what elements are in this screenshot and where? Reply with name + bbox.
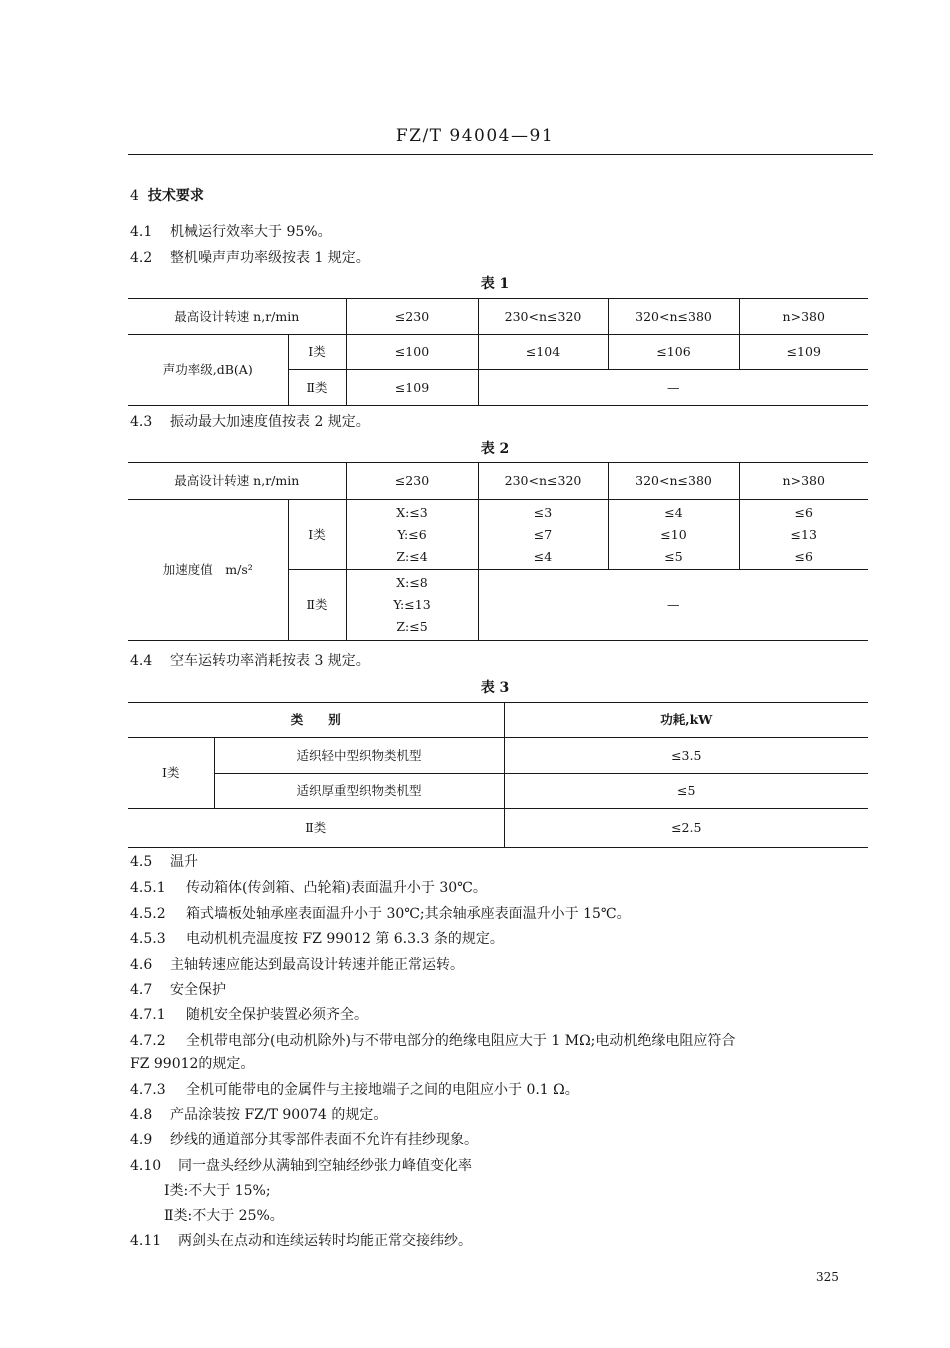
item-4-7-2-continuation: FZ 99012的规定。 bbox=[130, 1056, 255, 1072]
item-text: 产品涂装按 FZ/T 90074 的规定。 bbox=[170, 1107, 388, 1123]
table-header-cell: 类 别 bbox=[128, 703, 504, 738]
table-header-cell: 320<n≤380 bbox=[608, 299, 739, 335]
section-4-heading bbox=[130, 187, 204, 205]
section-title: 技术要求 bbox=[147, 188, 204, 204]
table-cell: — bbox=[478, 370, 868, 406]
item-number: 4.4 bbox=[130, 653, 153, 669]
item-4-10-class-2: Ⅱ类:不大于 25%。 bbox=[164, 1208, 284, 1224]
item-text: 全机带电部分(电动机除外)与不带电部分的绝缘电阻应大于 1 MΩ;电动机绝缘电阻应符合 bbox=[186, 1033, 736, 1049]
table-header-cell: ≤230 bbox=[346, 299, 478, 335]
table-row bbox=[128, 809, 868, 848]
item-4-4 bbox=[130, 652, 370, 670]
table-class-cell: Ⅱ类 bbox=[128, 809, 504, 848]
table-2-caption: 表 2 bbox=[480, 441, 510, 457]
x-value: ≤6 bbox=[794, 504, 813, 520]
item-text: 纱线的通道部分其零部件表面不允许有挂纱现象。 bbox=[170, 1132, 478, 1148]
table-cell: — bbox=[478, 570, 868, 641]
y-value: ≤10 bbox=[660, 526, 687, 542]
table-cell: ≤104 bbox=[478, 335, 608, 370]
item-number: 4.5.1 bbox=[130, 880, 166, 896]
item-number: 4.5.2 bbox=[130, 906, 166, 922]
table-row bbox=[128, 463, 868, 500]
item-number: 4.7.1 bbox=[130, 1007, 166, 1023]
z-value: Z:≤5 bbox=[396, 619, 428, 634]
table-cell: 适织轻中型织物类机型 bbox=[214, 738, 504, 774]
table-cell: ≤5 bbox=[504, 774, 868, 809]
table-header-cell: ≤230 bbox=[346, 463, 478, 500]
table-class-cell: Ⅰ类 bbox=[128, 738, 214, 809]
item-text: 两剑头在点动和连续运转时均能正常交接纬纱。 bbox=[178, 1233, 472, 1249]
table-row bbox=[128, 703, 868, 738]
y-value: Y:≤6 bbox=[397, 526, 427, 542]
table-row bbox=[128, 500, 868, 570]
item-4-7 bbox=[130, 981, 226, 999]
item-text: 同一盘头经纱从满轴到空轴经纱张力峰值变化率 bbox=[178, 1158, 472, 1174]
item-text: 随机安全保护装置必须齐全。 bbox=[186, 1007, 368, 1023]
item-number: 4.7.2 bbox=[130, 1033, 166, 1049]
table-header-cell: 最高设计转速 n,r/min bbox=[128, 299, 346, 335]
table-1 bbox=[128, 298, 868, 406]
table-row bbox=[128, 774, 868, 809]
table-3-caption: 表 3 bbox=[480, 680, 510, 696]
table-cell: 适织厚重型织物类机型 bbox=[214, 774, 504, 809]
y-value: Y:≤13 bbox=[393, 597, 431, 612]
table-row bbox=[128, 738, 868, 774]
table-header-cell: 最高设计转速 n,r/min bbox=[128, 463, 346, 500]
table-cell bbox=[478, 500, 608, 570]
item-number: 4.7 bbox=[130, 982, 153, 998]
table-header-cell: n>380 bbox=[739, 299, 868, 335]
item-4-6 bbox=[130, 956, 464, 974]
x-value: X:≤8 bbox=[396, 575, 428, 590]
item-4-5-1 bbox=[130, 879, 487, 897]
standard-code-header: FZ/T 94004—91 bbox=[395, 126, 555, 146]
z-value: ≤6 bbox=[794, 548, 813, 564]
item-number: 4.10 bbox=[130, 1158, 162, 1174]
item-text: 电动机机壳温度按 FZ 99012 第 6.3.3 条的规定。 bbox=[186, 931, 504, 947]
table-header-cell: 功耗,kW bbox=[504, 703, 868, 738]
table-row bbox=[128, 335, 868, 370]
item-4-7-2 bbox=[130, 1032, 735, 1050]
item-4-5 bbox=[130, 853, 198, 871]
item-4-5-3 bbox=[130, 930, 504, 948]
item-number: 4.5.3 bbox=[130, 931, 166, 947]
item-number: 4.9 bbox=[130, 1132, 153, 1148]
table-header-cell: 320<n≤380 bbox=[608, 463, 739, 500]
table-class-cell: Ⅰ类 bbox=[288, 500, 346, 570]
item-4-5-2 bbox=[130, 905, 631, 923]
table-cell bbox=[608, 500, 739, 570]
table-cell: ≤2.5 bbox=[504, 809, 868, 848]
table-class-cell: Ⅰ类 bbox=[288, 335, 346, 370]
table-cell: ≤109 bbox=[739, 335, 868, 370]
table-header-cell: n>380 bbox=[739, 463, 868, 500]
item-text: 振动最大加速度值按表 2 规定。 bbox=[170, 414, 370, 430]
item-text: 温升 bbox=[170, 854, 198, 870]
item-text: 安全保护 bbox=[170, 982, 226, 998]
table-class-cell: Ⅱ类 bbox=[288, 370, 346, 406]
y-value: ≤7 bbox=[533, 526, 553, 542]
table-row bbox=[128, 299, 868, 335]
table-cell bbox=[739, 500, 868, 570]
table-class-cell: Ⅱ类 bbox=[288, 570, 346, 641]
item-4-3 bbox=[130, 413, 370, 431]
table-row-label: 声功率级,dB(A) bbox=[128, 335, 288, 406]
table-cell: ≤3.5 bbox=[504, 738, 868, 774]
table-cell: ≤100 bbox=[346, 335, 478, 370]
item-number: 4.2 bbox=[130, 250, 153, 266]
table-1-caption: 表 1 bbox=[480, 276, 510, 292]
item-text: 箱式墙板处轴承座表面温升小于 30℃;其余轴承座表面温升小于 15℃。 bbox=[186, 906, 631, 922]
item-4-10 bbox=[130, 1157, 472, 1175]
item-4-2 bbox=[130, 249, 370, 267]
item-4-9 bbox=[130, 1131, 478, 1149]
item-number: 4.6 bbox=[130, 957, 153, 973]
item-text: 空车运转功率消耗按表 3 规定。 bbox=[170, 653, 370, 669]
item-text: 机械运行效率大于 95%。 bbox=[170, 224, 332, 240]
table-cell bbox=[346, 570, 478, 641]
item-number: 4.5 bbox=[130, 854, 153, 870]
item-number: 4.1 bbox=[130, 224, 153, 240]
table-3 bbox=[128, 702, 868, 848]
z-value: Z:≤4 bbox=[396, 548, 428, 564]
item-number: 4.7.3 bbox=[130, 1082, 166, 1098]
x-value: X:≤3 bbox=[396, 504, 428, 520]
table-cell bbox=[346, 500, 478, 570]
item-number: 4.11 bbox=[130, 1233, 162, 1249]
z-value: ≤5 bbox=[664, 548, 683, 564]
section-number: 4 bbox=[130, 188, 139, 204]
table-cell: ≤109 bbox=[346, 370, 478, 406]
item-text: 全机可能带电的金属件与主接地端子之间的电阻应小于 0.1 Ω。 bbox=[186, 1082, 579, 1098]
table-header-cell: 230<n≤320 bbox=[478, 299, 608, 335]
y-value: ≤13 bbox=[790, 526, 817, 542]
x-value: ≤3 bbox=[533, 504, 553, 520]
item-4-10-class-1: Ⅰ类:不大于 15%; bbox=[164, 1183, 271, 1199]
table-row-label: 加速度值 m/s² bbox=[128, 500, 288, 641]
item-text: 主轴转速应能达到最高设计转速并能正常运转。 bbox=[170, 957, 464, 973]
item-text: 传动箱体(传剑箱、凸轮箱)表面温升小于 30℃。 bbox=[186, 880, 487, 896]
table-2 bbox=[128, 462, 868, 641]
item-4-1 bbox=[130, 223, 332, 241]
page-number: 325 bbox=[816, 1270, 839, 1284]
x-value: ≤4 bbox=[664, 504, 683, 520]
table-header-cell: 230<n≤320 bbox=[478, 463, 608, 500]
z-value: ≤4 bbox=[533, 548, 553, 564]
table-cell: ≤106 bbox=[608, 335, 739, 370]
item-4-7-1 bbox=[130, 1006, 368, 1024]
item-4-11 bbox=[130, 1232, 472, 1250]
item-4-8 bbox=[130, 1106, 387, 1124]
item-number: 4.8 bbox=[130, 1107, 153, 1123]
header-rule bbox=[128, 154, 873, 155]
item-number: 4.3 bbox=[130, 414, 153, 430]
item-text: 整机噪声声功率级按表 1 规定。 bbox=[170, 250, 370, 266]
item-4-7-3 bbox=[130, 1081, 579, 1099]
